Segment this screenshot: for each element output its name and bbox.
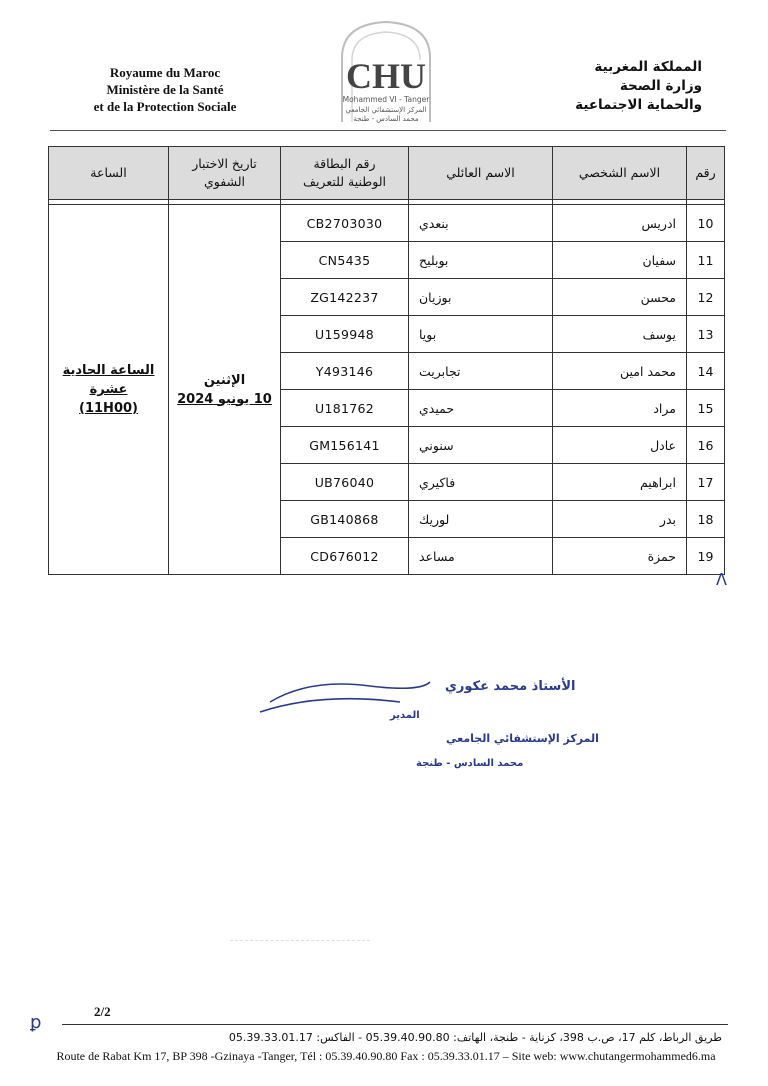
logo-title: CHU (346, 56, 426, 96)
cell-cin: GB140868 (281, 501, 409, 538)
chu-logo (328, 18, 444, 130)
stamp-line3: المركز الإستشفائي الجامعي (446, 732, 599, 745)
cell-first-name: ابراهيم (553, 464, 687, 501)
handwritten-initial-mark: ᐱ (716, 570, 727, 589)
cell-exam-time (49, 205, 169, 575)
exam-time-line2: عشرة (89, 382, 128, 397)
cell-num: 15 (687, 390, 725, 427)
cell-num: 13 (687, 316, 725, 353)
logo-ar-line1: المركز الإستشفائي الجامعي (345, 106, 427, 114)
footer-address-arabic: طريق الرباط، كلم 17، ص.ب 398، كزناية - طنجة، الهاتف: 05.39.40.90.80 - الفاكس: 05.39.33.01.17 (228, 1031, 722, 1044)
cell-first-name: محسن (553, 279, 687, 316)
exam-time-line3: (11H00) (79, 401, 138, 416)
cell-first-name: مراد (553, 390, 687, 427)
page-number: 2/2 (94, 1004, 111, 1019)
footer-address-french: Route de Rabat Km 17, BP 398 -Gzinaya -Tanger, Tél : 05.39.40.90.80 Fax : 05.39.33.01.17 – Site web: www.chutangermohammed6.ma (56, 1049, 716, 1063)
arabic-ministry-header (502, 58, 702, 115)
header-divider (50, 130, 726, 131)
footer-divider (62, 1024, 728, 1025)
cell-first-name: ادريس (553, 205, 687, 242)
cell-last-name: لوريك (409, 501, 553, 538)
col-header-num: رقم (687, 147, 725, 200)
cell-cin: GM156141 (281, 427, 409, 464)
cell-cin: Y493146 (281, 353, 409, 390)
cell-last-name: تجابريت (409, 353, 553, 390)
logo-subtitle: Mohammed VI - Tanger (342, 95, 430, 104)
cell-last-name: بوبليح (409, 242, 553, 279)
cell-num: 17 (687, 464, 725, 501)
director-stamp-signature (250, 672, 599, 782)
handwritten-initial: ꝑ (30, 1012, 42, 1033)
ar-header-line: وزارة الصحة (619, 78, 702, 94)
cell-last-name: بويا (409, 316, 553, 353)
candidates-table (48, 146, 725, 575)
cell-num: 19 (687, 538, 725, 575)
cell-last-name: فاكيري (409, 464, 553, 501)
exam-date: 10 يونيو 2024 (177, 391, 272, 407)
cell-last-name: حميدي (409, 390, 553, 427)
ar-header-line: والحماية الاجتماعية (575, 97, 702, 113)
cell-num: 14 (687, 353, 725, 390)
cell-first-name: عادل (553, 427, 687, 464)
cell-first-name: محمد امين (553, 353, 687, 390)
cell-num: 12 (687, 279, 725, 316)
cell-cin: CN5435 (281, 242, 409, 279)
cell-first-name: سفيان (553, 242, 687, 279)
col-header-first-name: الاسم الشخصي (553, 147, 687, 200)
cell-cin: U159948 (281, 316, 409, 353)
table-row (49, 205, 725, 242)
french-ministry-header (60, 64, 270, 115)
cell-first-name: بدر (553, 501, 687, 538)
col-header-time: الساعة (49, 147, 169, 200)
cell-last-name: مساعد (409, 538, 553, 575)
cell-num: 18 (687, 501, 725, 538)
cell-last-name: سنوني (409, 427, 553, 464)
exam-day: الإثنين (203, 372, 246, 388)
stamp-line1: الأستاذ محمد عكوري (445, 679, 576, 694)
fr-header-line: Royaume du Maroc (109, 65, 221, 80)
exam-time-line1: الساعة الحادية (62, 363, 155, 378)
cell-cin: ZG142237 (281, 279, 409, 316)
logo-ar-line2: محمد السادس - طنجة (353, 115, 419, 123)
col-header-cin: رقم البطاقة الوطنية للتعريف (281, 147, 409, 200)
fr-header-line: et de la Protection Sociale (93, 99, 237, 114)
cell-last-name: بنعدي (409, 205, 553, 242)
stamp-line4: محمد السادس - طنجة (416, 758, 524, 769)
table-header-row (49, 147, 725, 200)
fr-header-line: Ministère de la Santé (106, 82, 224, 97)
cell-exam-date (169, 205, 281, 575)
ar-header-line: المملكة المغربية (594, 59, 702, 75)
cell-num: 16 (687, 427, 725, 464)
faint-scan-mark (230, 940, 370, 941)
cell-cin: CD676012 (281, 538, 409, 575)
cell-cin: U181762 (281, 390, 409, 427)
cell-first-name: يوسف (553, 316, 687, 353)
col-header-date: تاريخ الاختبار الشفوي (169, 147, 281, 200)
cell-last-name: بوزيان (409, 279, 553, 316)
cell-first-name: حمزة (553, 538, 687, 575)
col-header-last-name: الاسم العائلي (409, 147, 553, 200)
stamp-line2: المدير (390, 710, 420, 721)
cell-num: 10 (687, 205, 725, 242)
cell-cin: UB76040 (281, 464, 409, 501)
cell-num: 11 (687, 242, 725, 279)
cell-cin: CB2703030 (281, 205, 409, 242)
